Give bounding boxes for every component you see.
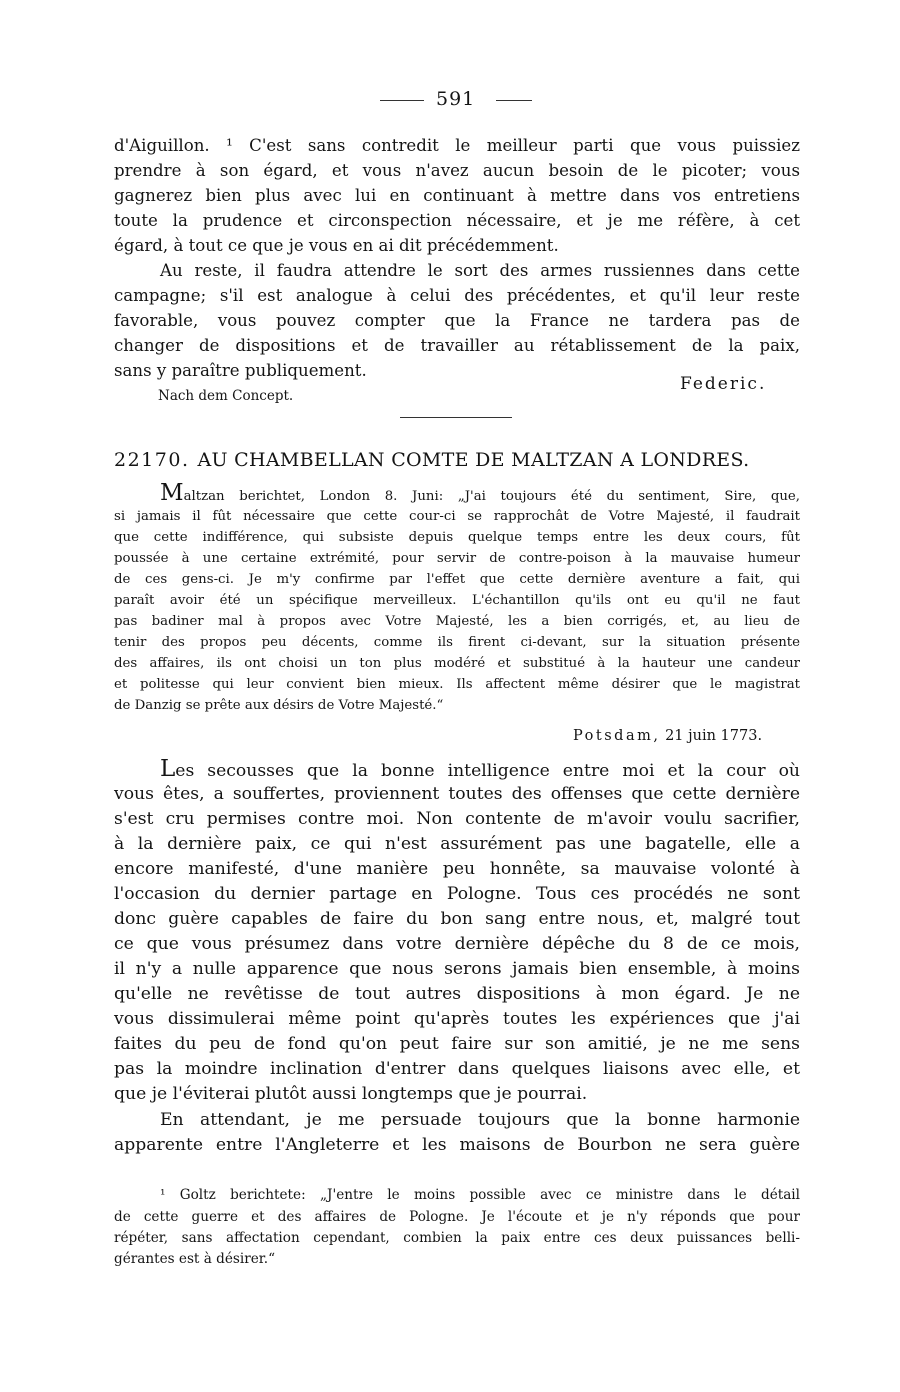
header-rule-left	[380, 100, 424, 101]
body-line	[114, 757, 800, 782]
text-line: toute la prudence et circonspection nécessaire, et je me réfère, à cet	[114, 211, 800, 230]
footnote-line: de cette guerre et des affaires de Pologne. Je l'écoute et je n'y réponds que pour	[114, 1209, 800, 1225]
body-line: ce que vous présumez dans votre dernière dépêche du 8 de ce mois,	[114, 934, 800, 954]
text-line: Au reste, il faudra attendre le sort des armes russiennes dans cette	[160, 261, 800, 280]
footnote-line: gérantes est à désirer.“	[114, 1251, 276, 1267]
dateline-place: Potsdam,	[573, 728, 661, 744]
body-line: En attendant, je me persuade toujours que la bonne harmonie	[160, 1110, 800, 1130]
footnote-line: ¹ Goltz berichtete: „J'entre le moins possible avec ce ministre dans le détail	[160, 1187, 800, 1203]
signature: Federic.	[680, 374, 767, 394]
summary-line: paraît avoir été un spécifique merveilleux. L'échantillon qu'ils ont eu qu'il ne faut	[114, 593, 800, 608]
summary-line: et politesse qui leur convient bien mieux. Ils affectent même désirer que le magistrat	[114, 677, 800, 692]
body-line: faites du peu de fond qu'on peut faire sur son amitié, je ne me sens	[114, 1034, 800, 1054]
footnote-line: répéter, sans affectation cependant, combien la paix entre ces deux puissances belli-	[114, 1230, 800, 1246]
body-line: vous êtes, a souffertes, proviennent toutes des offenses que cette dernière	[114, 784, 800, 804]
body-line: apparente entre l'Angleterre et les maisons de Bourbon ne sera guère	[114, 1135, 800, 1155]
text-line: favorable, vous pouvez compter que la France ne tardera pas de	[114, 311, 800, 330]
letter-title: AU CHAMBELLAN COMTE DE MALTZAN A LONDRES.	[197, 449, 750, 471]
text-line: sans y paraître publiquement.	[114, 361, 367, 380]
dateline	[573, 728, 762, 744]
text-line: égard, à tout ce que je vous en ai dit précédemment.	[114, 236, 559, 255]
summary-line: tenir des propos peu décents, comme ils firent ci-devant, sur la situation présente	[114, 635, 800, 650]
body-line: donc guère capables de faire du bon sang entre nous, et, malgré tout	[114, 909, 800, 929]
summary-line	[114, 480, 800, 506]
letter-number: 22170.	[114, 449, 190, 471]
summary-line: de ces gens-ci. Je m'y confirme par l'effet que cette dernière aventure a fait, qui	[114, 572, 800, 587]
text-line: gagnerez bien plus avec lui en continuant à mettre dans vos entretiens	[114, 186, 800, 205]
letter-heading	[114, 449, 814, 471]
summary-line-text: altzan berichtet, London 8. Juni: „J'ai toujours été du sentiment, Sire, que,	[183, 489, 800, 504]
summary-line: si jamais il fût nécessaire que cette cour-ci se rapprochât de Votre Majesté, il faudrait	[114, 509, 800, 524]
body-line: s'est cru permises contre moi. Non contente de m'avoir voulu sacrifier,	[114, 809, 800, 829]
body-line-text: es secousses que la bonne intelligence entre moi et la cour où	[175, 761, 800, 781]
body-line: encore manifesté, d'une manière peu honnête, sa mauvaise volonté à	[114, 859, 800, 879]
source-note: Nach dem Concept.	[158, 388, 294, 404]
body-line: que je l'éviterai plutôt aussi longtemps que je pourrai.	[114, 1084, 588, 1104]
body-line: vous dissimulerai même point qu'après toutes les expériences que j'ai	[114, 1009, 800, 1029]
body-line: pas la moindre inclination d'entrer dans quelques liaisons avec elle, et	[114, 1059, 800, 1079]
summary-initial: M	[160, 480, 184, 506]
text-line: d'Aiguillon. ¹ C'est sans contredit le meilleur parti que vous puissiez	[114, 136, 800, 155]
running-header	[0, 88, 900, 112]
summary-line: de Danzig se prête aux désirs de Votre Majesté.“	[114, 698, 444, 713]
summary-line: pas badiner mal à propos avec Votre Majesté, les a bien corrigés, et, au lieu de	[114, 614, 800, 629]
body-line: il n'y a nulle apparence que nous serons jamais bien ensemble, à moins	[114, 959, 800, 979]
body-line: à la dernière paix, ce qui n'est assurément pas une bagatelle, elle a	[114, 834, 800, 854]
section-divider	[400, 417, 512, 418]
body-initial: L	[160, 756, 176, 782]
summary-line: des affaires, ils ont choisi un ton plus modéré et substitué à la hauteur une candeur	[114, 656, 800, 671]
body-line: qu'elle ne revêtisse de tout autres dispositions à mon égard. Je ne	[114, 984, 800, 1004]
text-line: prendre à son égard, et vous n'avez aucun besoin de le picoter; vous	[114, 161, 800, 180]
text-line: changer de dispositions et de travailler au rétablissement de la paix,	[114, 336, 800, 355]
body-line: l'occasion du dernier partage en Pologne. Tous ces procédés ne sont	[114, 884, 800, 904]
page-number: 591	[436, 88, 476, 110]
dateline-date: 21 juin 1773.	[665, 728, 763, 744]
summary-line: que cette indifférence, qui subsiste depuis quelque temps entre les deux cours, fût	[114, 530, 800, 545]
summary-line: poussée à une certaine extrémité, pour servir de contre-poison à la mauvaise humeur	[114, 551, 800, 566]
header-rule-right	[496, 100, 532, 101]
text-line: campagne; s'il est analogue à celui des précédentes, et qu'il leur reste	[114, 286, 800, 305]
